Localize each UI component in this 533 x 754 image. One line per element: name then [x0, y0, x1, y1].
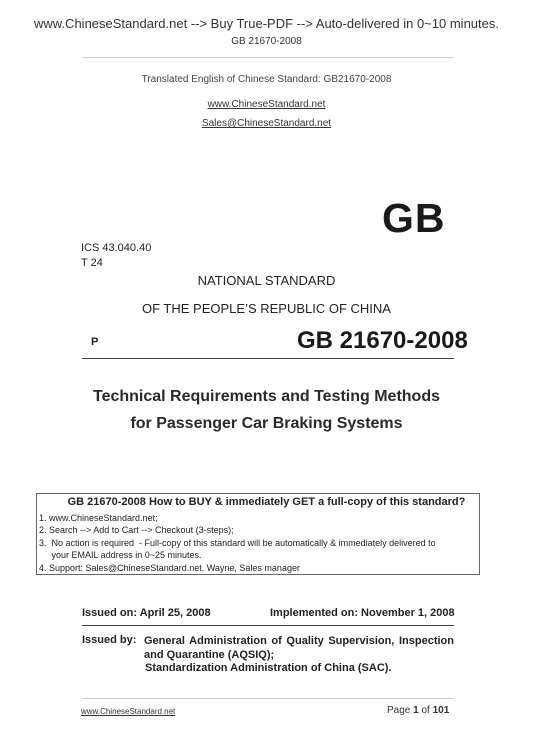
website-link[interactable]: www.ChineseStandard.net: [207, 99, 326, 110]
issued-by-label: Issued by:: [82, 634, 137, 646]
purchase-step: your EMAIL address in 0~25 minutes.: [39, 550, 202, 561]
p-label: P: [91, 336, 99, 348]
dates-divider: [82, 625, 454, 626]
issuing-authority-sac: Standardization Administration of China (SAC).: [145, 662, 392, 674]
email-link-wrap: [0, 113, 533, 131]
page-prefix: Page: [387, 705, 414, 716]
purchase-steps-list: [39, 512, 485, 574]
ics-code: ICS 43.040.40: [81, 242, 152, 254]
category-code: T 24: [81, 257, 103, 269]
page-number: [387, 705, 449, 716]
purchase-step: 4. Support: Sales@ChineseStandard.net. Wayne, Sales manager: [39, 562, 300, 573]
country-heading: OF THE PEOPLE’S REPUBLIC OF CHINA: [142, 301, 391, 316]
document-title-line1: Technical Requirements and Testing Methods: [92, 388, 440, 405]
page-of: of: [418, 705, 433, 716]
title-divider: [82, 358, 454, 359]
gb-mark: GB: [382, 195, 446, 241]
header-standard-code: GB 21670-2008: [231, 36, 302, 47]
purchase-box-heading: GB 21670-2008 How to BUY & immediately GET a full-copy of this standard?: [67, 496, 466, 508]
website-link-wrap: [0, 94, 533, 112]
issuing-authority-aqsiq: General Administration of Quality Supervision, Inspection and Quarantine (AQSIQ);: [144, 635, 454, 661]
footer-divider: [82, 698, 454, 699]
translation-note: Translated English of Chinese Standard: GB21670-2008: [141, 74, 392, 85]
standard-number: GB 21670-2008: [297, 327, 468, 354]
purchase-step[interactable]: 1. www.ChineseStandard.net;: [39, 513, 158, 523]
ics-block: [81, 241, 151, 271]
issued-on-date: Issued on: April 25, 2008: [82, 607, 211, 619]
purchase-step: 3. No action is required - Full-copy of this standard will be automatically & immediately delivered to: [39, 537, 436, 548]
document-title-line2: for Passenger Car Braking Systems: [130, 415, 403, 432]
purchase-step: 2. Search --> Add to Cart --> Checkout (3-steps);: [39, 525, 234, 536]
page-current: 1: [413, 705, 419, 716]
page-total: 101: [432, 705, 450, 716]
email-link[interactable]: Sales@ChineseStandard.net: [201, 118, 332, 129]
header-divider: [82, 57, 454, 58]
implemented-on-date: Implemented on: November 1, 2008: [270, 607, 455, 619]
footer-website-link[interactable]: www.ChineseStandard.net: [81, 707, 176, 716]
header-banner: www.ChineseStandard.net --> Buy True-PDF --> Auto-delivered in 0~10 minutes.: [34, 16, 499, 31]
national-standard-heading: NATIONAL STANDARD: [197, 273, 336, 288]
